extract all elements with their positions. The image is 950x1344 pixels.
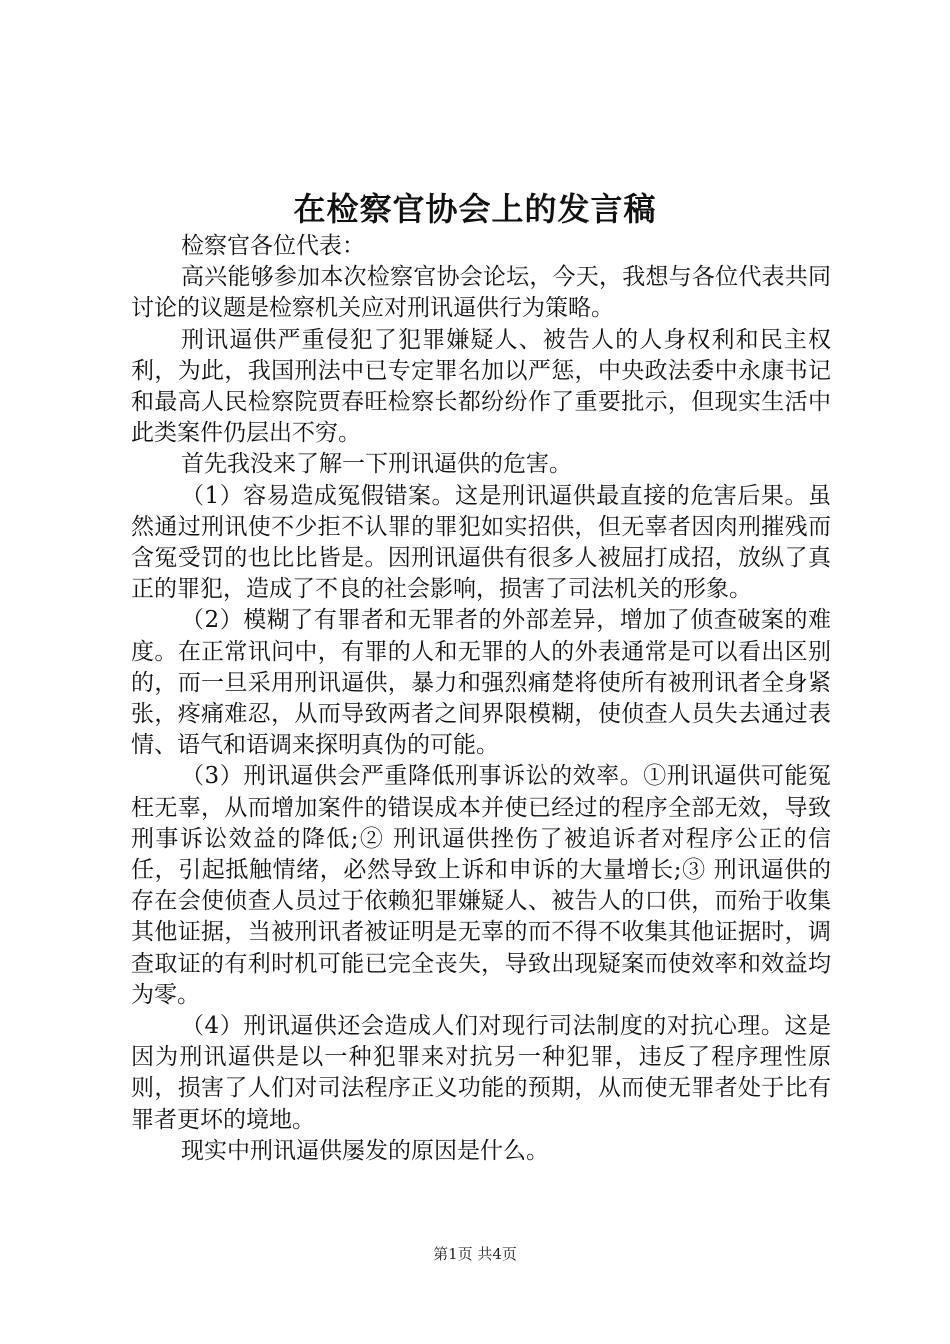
document-body [131,231,831,1167]
background-paragraph: 刑讯逼供严重侵犯了犯罪嫌疑人、被告人的人身权利和民主权利，为此，我国刑法中已专定罪名加以严惩，中央政法委中永康书记和最高人民检察院贾春旺检察长都纷纷作了重要批示，但现实生活中此类案件仍层出不穷。 [131,326,831,447]
harms-heading-paragraph: 首先我没来了解一下刑讯逼供的危害。 [181,451,572,478]
salutation-paragraph: 检察官各位代表： [181,233,365,259]
document-title: 在检察官协会上的发言稿 [293,190,657,228]
causes-question-paragraph: 现实中刑讯逼供屡发的原因是什么。 [181,1137,549,1164]
harm-item-1: （1）容易造成冤假错案。这是刑讯逼供最直接的危害后果。虽然通过刑讯使不少拒不认罪的罪犯如实招供，但无辜者因肉刑摧残而含冤受罚的也比比皆是。因刑讯逼供有很多人被屈打成招，放纵了真正的罪犯，造成了不良的社会影响，损害了司法机关的形象。 [131,482,831,603]
harm-item-3: （3）刑讯逼供会严重降低刑事诉讼的效率。①刑讯逼供可能冤枉无辜，从而增加案件的错误成本并使已经过的程序全部无效，导致刑事诉讼效益的降低;② 刑讯逼供挫伤了被追诉者对程序公正的信任，引起抵触情绪，必然导致上诉和申诉的大量增长;③ 刑讯逼供的存在会使侦查人员过于依赖犯罪嫌疑人、被告人的口供，而殆于收集其他证据，当被刑讯者被证明是无辜的而不得不收集其他证据时，调查取证的有利时机可能已完全丧失，导致出现疑案而使效率和效益均为零。 [131,763,831,1008]
page-footer: 第1页 共4页 [433,1245,517,1263]
intro-paragraph: 高兴能够参加本次检察官协会论坛，今天，我想与各位代表共同讨论的议题是检察机关应对刑讯逼供行为策略。 [131,264,831,322]
harm-item-2: （2）模糊了有罪者和无罪者的外部差异，增加了侦查破案的难度。在正常讯问中，有罪的人和无罪的人的外表通常是可以看出区别的，而一旦采用刑讯逼供，暴力和强烈痛楚将使所有被刑讯者全身紧张，疼痛难忍，从而导致两者之间界限模糊，使侦查人员失去通过表情、语气和语调来探明真伪的可能。 [131,607,831,759]
harm-item-4: （4）刑讯逼供还会造成人们对现行司法制度的对抗心理。这是因为刑讯逼供是以一种犯罪来对抗另一种犯罪，违反了程序理性原则，损害了人们对司法程序正义功能的预期，从而使无罪者处于比有罪者更坏的境地。 [131,1013,831,1133]
